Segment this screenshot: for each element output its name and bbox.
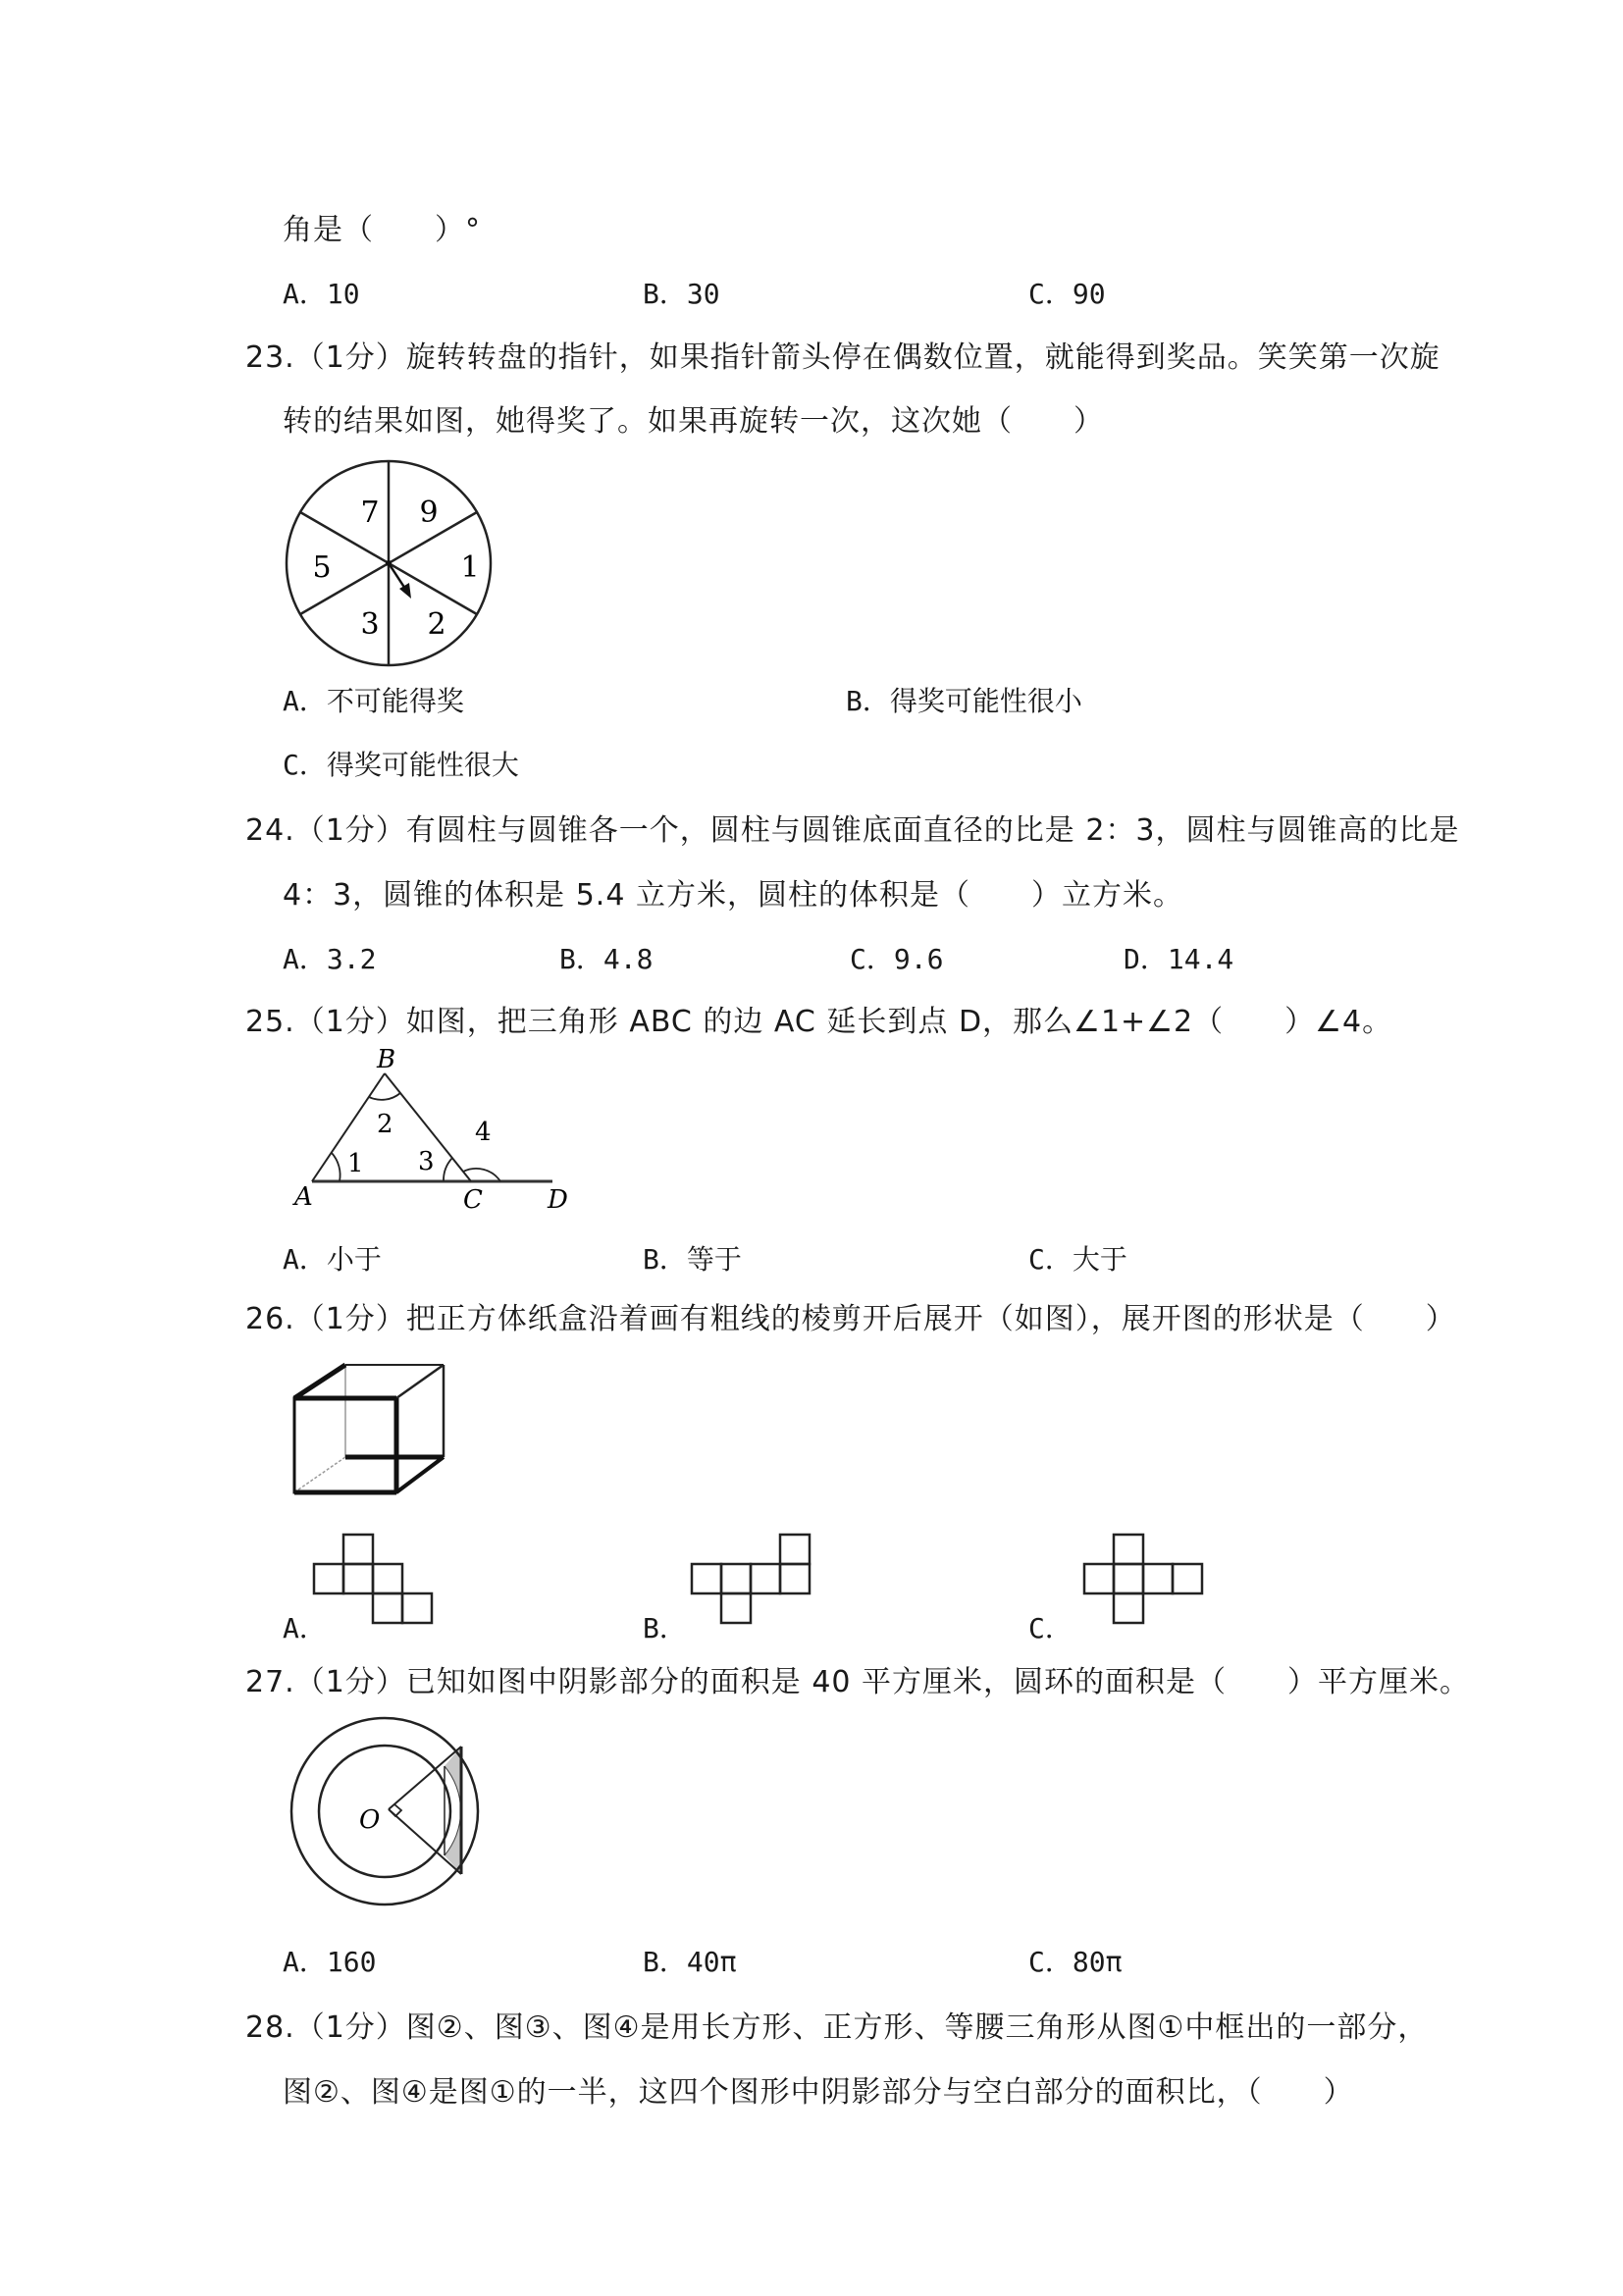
- q24-stem-line2: 4：3，圆锥的体积是 5.4 立方米，圆柱的体积是（ ）立方米。: [283, 878, 1183, 913]
- angle-arc-1: [332, 1153, 340, 1181]
- q24-option-b: [559, 940, 653, 979]
- option-text: 小于: [326, 1243, 382, 1276]
- option-text: 4.8: [602, 943, 654, 975]
- option-text: 90: [1072, 278, 1106, 310]
- q23-stem-line2: 转的结果如图，她得奖了。如果再旋转一次，这次她（ ）: [283, 404, 1104, 439]
- option-text: 不可能得奖: [326, 685, 464, 717]
- option-letter: B．: [846, 685, 890, 717]
- q25-option-c: [1028, 1240, 1127, 1279]
- q27-option-b: [643, 1943, 736, 1982]
- option-text: 160: [326, 1946, 377, 1978]
- sector-label: 2: [427, 607, 446, 642]
- sector-label: 5: [312, 550, 332, 585]
- q25-stem-line1: 25.（1分）如图，把三角形 ABC 的边 AC 延长到点 D，那么∠1+∠2（ ）∠4。: [245, 1005, 1393, 1039]
- option-text: 9.6: [893, 943, 944, 975]
- q26-option-b-label: B．: [643, 1612, 687, 1644]
- q23-stem-line1: 23.（1分）旋转转盘的指针，如果指针箭头停在偶数位置，就能得到奖品。笑笑第一次旋: [245, 340, 1440, 375]
- point-label-b: B: [377, 1048, 396, 1074]
- angle-label-2: 2: [377, 1110, 393, 1139]
- option-text: 40π: [686, 1946, 737, 1978]
- q26-option-c-label: C．: [1028, 1612, 1073, 1644]
- option-letter: D．: [1124, 943, 1168, 975]
- q22-option-c: [1028, 275, 1106, 314]
- option-text: 等于: [686, 1243, 742, 1276]
- option-text: 3.2: [326, 943, 377, 975]
- option-letter: C．: [1028, 278, 1073, 310]
- option-letter: B．: [559, 943, 603, 975]
- q24-option-d: [1124, 940, 1233, 979]
- option-letter: A．: [283, 278, 327, 310]
- sector-label: 7: [360, 496, 380, 530]
- option-text: 10: [326, 278, 360, 310]
- q25-option-a: [283, 1240, 382, 1279]
- point-label-c: C: [463, 1185, 483, 1215]
- option-letter: A．: [283, 685, 327, 717]
- q22-option-b: [643, 275, 720, 314]
- option-letter: B．: [643, 278, 687, 310]
- sector-label: 1: [460, 550, 480, 585]
- angle-arc-3: [444, 1158, 452, 1181]
- option-letter: A．: [283, 943, 327, 975]
- q25-option-b: [643, 1240, 742, 1279]
- q23-option-a: [283, 682, 464, 721]
- cube-figure: [285, 1359, 461, 1511]
- q27-option-c: [1028, 1943, 1122, 1982]
- spinner-figure: [280, 451, 505, 672]
- triangle-figure: [275, 1048, 589, 1225]
- angle-label-4: 4: [475, 1118, 492, 1147]
- option-letter: C．: [1028, 1946, 1073, 1978]
- option-letter: C．: [1028, 1243, 1073, 1276]
- option-text: 得奖可能性很小: [889, 685, 1082, 717]
- sector-label: 9: [419, 496, 439, 530]
- q26-option-c-net: [1065, 1531, 1261, 1644]
- point-label-d: D: [548, 1185, 568, 1215]
- option-text: 得奖可能性很大: [326, 749, 519, 781]
- option-letter: C．: [283, 749, 327, 781]
- option-text: 14.4: [1167, 943, 1234, 975]
- option-letter: A．: [283, 1243, 327, 1276]
- q26-option-b-net: [677, 1531, 873, 1644]
- q26-option-a-label: A．: [283, 1612, 327, 1644]
- q27-stem-line1: 27.（1分）已知如图中阴影部分的面积是 40 平方厘米，圆环的面积是（ ）平方厘米。: [245, 1665, 1471, 1699]
- point-label-a: A: [294, 1182, 313, 1212]
- q26-stem-line1: 26.（1分）把正方体纸盒沿着画有粗线的棱剪开后展开（如图），展开图的形状是（ ）: [245, 1302, 1456, 1336]
- q22-option-a: [283, 275, 360, 314]
- option-letter: B．: [643, 1243, 687, 1276]
- option-text: 大于: [1072, 1243, 1127, 1276]
- angle-label-3: 3: [418, 1147, 435, 1176]
- q26-option-a-net: [285, 1531, 481, 1644]
- q24-option-a: [283, 940, 376, 979]
- q27-option-a: [283, 1943, 376, 1982]
- annulus-figure: [275, 1715, 491, 1921]
- angle-arc-2: [369, 1093, 400, 1100]
- q28-stem-line2: 图②、图④是图①的一半，这四个图形中阴影部分与空白部分的面积比，（ ）: [283, 2075, 1354, 2110]
- q23-option-c: [283, 746, 519, 785]
- option-letter: C．: [850, 943, 894, 975]
- option-letter: A．: [283, 1946, 327, 1978]
- sector-label: 3: [360, 607, 380, 642]
- q22-stem-tail: 角是（ ）°: [283, 213, 481, 247]
- option-letter: B．: [643, 1946, 687, 1978]
- option-text: 30: [686, 278, 720, 310]
- q24-option-c: [850, 940, 943, 979]
- inner-circle: [319, 1746, 450, 1877]
- q24-stem-line1: 24.（1分）有圆柱与圆锥各一个，圆柱与圆锥底面直径的比是 2：3，圆柱与圆锥高的比是: [245, 813, 1460, 848]
- center-label-o: O: [359, 1805, 381, 1835]
- option-text: 80π: [1072, 1946, 1123, 1978]
- angle-label-1: 1: [347, 1149, 364, 1178]
- q28-stem-line1: 28.（1分）图②、图③、图④是用长方形、正方形、等腰三角形从图①中框出的一部分，: [245, 2010, 1429, 2045]
- q23-option-b: [846, 682, 1082, 721]
